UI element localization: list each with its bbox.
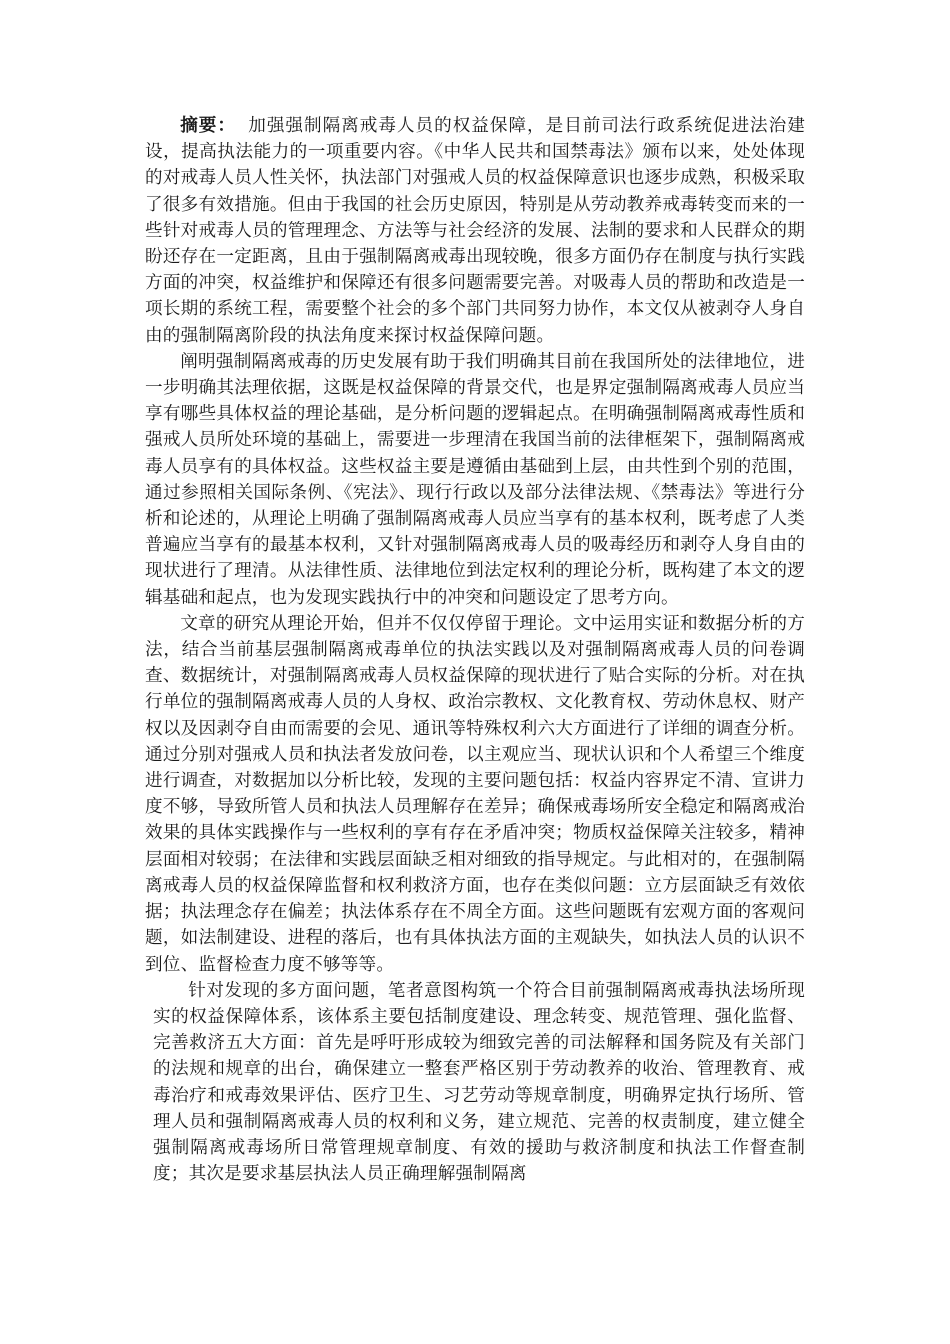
body-paragraph-3: 针对发现的多方面问题，笔者意图构筑一个符合目前强制隔离戒毒执法场所现实的权益保障体系，该体系主要包括制度建设、理念转变、规范管理、强化监督、完善救济五大方面：首先是呼吁形成较为细致完善的司法解释和国务院及有关部门的法规和规章的出台，确保建立一整套严格区别于劳动教养的收治、管理教育、戒毒治疗和戒毒效果评估、医疗卫生、习艺劳动等规章制度，明确界定执行场所、管理人员和强制隔离戒毒人员的权利和义务，建立规范、完善的权责制度，建立健全强制隔离戒毒场所日常管理规章制度、有效的援助与救济制度和执法工作督查制度；其次是要求基层执法人员正确理解强制隔离: [153, 980, 805, 1185]
abstract-paragraph: [145, 113, 805, 349]
body-paragraph-1: 阐明强制隔离戒毒的历史发展有助于我们明确其目前在我国所处的法律地位，进一步明确其法理依据，这既是权益保障的背景交代，也是界定强制隔离戒毒人员应当享有哪些具体权益的理论基础，是分析问题的逻辑起点。在明确强制隔离戒毒性质和强戒人员所处环境的基础上，需要进一步理清在我国当前的法律框架下，强制隔离戒毒人员享有的具体权益。这些权益主要是遵循由基础到上层，由共性到个别的范围，通过参照相关国际条例、《宪法》、现行行政以及部分法律法规、《禁毒法》等进行分析和论述的，从理论上明确了强制隔离戒毒人员应当享有的基本权利，既考虑了人类普遍应当享有的最基本权利，又针对强制隔离戒毒人员的吸毒经历和剥夺人身自由的现状进行了理清。从法律性质、法律地位到法定权利的理论分析，既构建了本文的逻辑基础和起点，也为发现实践执行中的冲突和问题设定了思考方向。: [145, 351, 805, 608]
body-paragraph-2: 文章的研究从理论开始，但并不仅仅停留于理论。文中运用实证和数据分析的方法，结合当前基层强制隔离戒毒单位的执法实践以及对强制隔离戒毒人员的问卷调查、数据统计，对强制隔离戒毒人员权益保障的现状进行了贴合实际的分析。对在执行单位的强制隔离戒毒人员的人身权、政治宗教权、文化教育权、劳动休息权、财产权以及因剥夺自由而需要的会见、通讯等特殊权利六大方面进行了详细的调查分析。通过分别对强戒人员和执法者发放问卷，以主观应当、现状认识和个人希望三个维度进行调查，对数据加以分析比较，发现的主要问题包括：权益内容界定不清、宣讲力度不够，导致所管人员和执法人员理解存在差异；确保戒毒场所安全稳定和隔离戒治效果的具体实践操作与一些权利的享有存在矛盾冲突；物质权益保障关注较多，精神层面相对较弱；在法律和实践层面缺乏相对细致的指导规定。与此相对的，在强制隔离戒毒人员的权益保障监督和权利救济方面，也存在类似问题：立方层面缺乏有效依据；执法理念存在偏差；执法体系存在不周全方面。这些问题既有宏观方面的客观问题，如法制建设、进程的落后，也有具体执法方面的主观缺失，如执法人员的认识不到位、监督检查力度不够等等。: [145, 613, 805, 975]
abstract-text: 加强强制隔离戒毒人员的权益保障，是目前司法行政系统促进法治建设，提高执法能力的一项重要内容。《中华人民共和国禁毒法》颁布以来，处处体现的对戒毒人员人性关怀，执法部门对强戒人员的权益保障意识也逐步成熟，积极采取了很多有效措施。但由于我国的社会历史原因，特别是从劳动教养戒毒转变而来的一些针对戒毒人员的管理理念、方法等与社会经济的发展、法制的要求和人民群众的期盼还存在一定距离，且由于强制隔离戒毒出现较晚，很多方面仍存在制度与执行实践方面的冲突，权益维护和保障还有很多问题需要完善。对吸毒人员的帮助和改造是一项长期的系统工程，需要整个社会的多个部门共同努力协作，本文仅从被剥夺人身自由的强制隔离阶段的执法角度来探讨权益保障问题。: [145, 116, 805, 346]
document-page: [145, 113, 805, 1187]
abstract-label: 摘要：: [180, 115, 236, 136]
